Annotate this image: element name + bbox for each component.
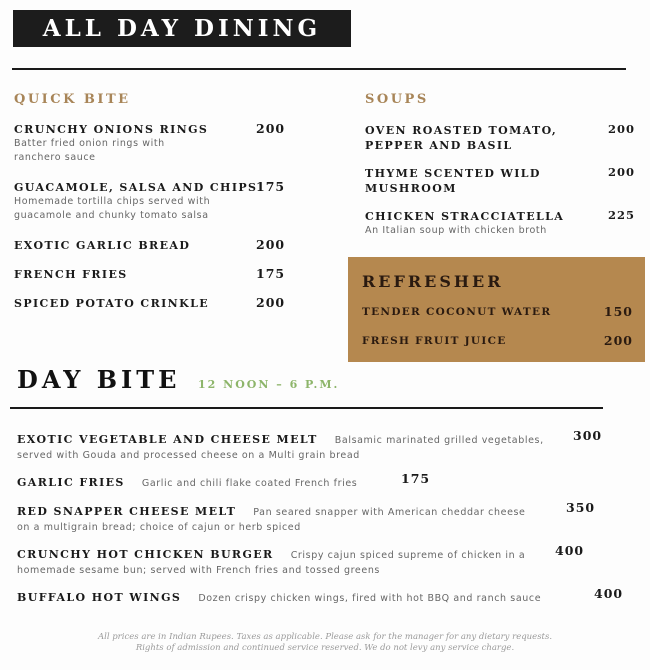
item-price: 175 [401, 471, 431, 486]
item-name: CRUNCHY ONIONS RINGS [14, 123, 209, 136]
item-description: ranchero sauce [14, 152, 96, 163]
day-bite-divider [10, 407, 603, 409]
item-price: 200 [603, 333, 633, 348]
item-description: served with Gouda and processed cheese on a Multi grain bread [17, 450, 360, 461]
item-description: Homemade tortilla chips served with [14, 196, 211, 207]
item-name: TENDER COCONUT WATER [362, 306, 552, 318]
item-description: on a multigrain bread; choice of cajun or herb spiced [17, 522, 301, 533]
item-name: EXOTIC VEGETABLE AND CHEESE MELT [17, 433, 318, 446]
item-description: Crispy cajun spiced supreme of chicken in a [290, 550, 526, 561]
menu-item [365, 123, 557, 153]
item-description: Balsamic marinated grilled vegetables, [334, 435, 544, 446]
footer-line: All prices are in Indian Rupees. Taxes as applicable. Please ask for the manager for any dietary requests. [97, 632, 553, 642]
item-name: EXOTIC GARLIC BREAD [14, 239, 191, 252]
menu-item [17, 430, 617, 463]
item-price: 200 [256, 295, 286, 310]
item-name: OVEN ROASTED TOMATO, [365, 124, 558, 137]
item-price: 350 [566, 500, 596, 515]
item-name: FRESH FRUIT JUICE [362, 335, 507, 347]
menu-item [365, 166, 541, 196]
menu-item [17, 588, 617, 606]
menu-item [365, 209, 564, 238]
footer-note [0, 632, 650, 654]
item-name: PEPPER AND BASIL [365, 139, 513, 152]
item-price: 225 [608, 208, 636, 222]
menu-item [14, 296, 209, 311]
menu-title: ALL DAY DINING [13, 10, 351, 47]
soups-title: SOUPS [365, 92, 429, 107]
item-price: 200 [608, 165, 636, 179]
item-name: MUSHROOM [365, 182, 457, 195]
item-name: FRENCH FRIES [14, 268, 128, 281]
item-description: An Italian soup with chicken broth [365, 225, 547, 236]
quick-bite-title: QUICK BITE [14, 92, 131, 107]
top-divider [12, 68, 626, 70]
item-price: 200 [608, 122, 636, 136]
item-description: Pan seared snapper with American cheddar cheese [253, 507, 526, 518]
menu-item [14, 238, 190, 253]
item-name: GARLIC FRIES [17, 476, 125, 489]
item-name: CRUNCHY HOT CHICKEN BURGER [17, 548, 274, 561]
item-price: 400 [555, 543, 585, 558]
item-name: THYME SCENTED WILD [365, 167, 541, 180]
item-name: SPICED POTATO CRINKLE [14, 297, 210, 310]
item-price: 300 [573, 428, 603, 443]
footer-line: Rights of admission and continued service reserved. We do not levy any service charge. [135, 643, 515, 653]
item-price: 200 [256, 237, 286, 252]
item-price: 175 [256, 179, 286, 194]
item-description: Batter fried onion rings with [14, 138, 165, 149]
refresher-panel [348, 257, 645, 362]
menu-item [17, 473, 617, 491]
day-bite-title: DAY BITE [17, 365, 181, 394]
item-name: CHICKEN STRACCIATELLA [365, 210, 565, 223]
item-price: 200 [256, 121, 286, 136]
menu-item [17, 502, 617, 535]
item-price: 175 [256, 266, 286, 281]
item-name: BUFFALO HOT WINGS [17, 591, 182, 604]
refresher-title: REFRESHER [362, 272, 504, 291]
menu-item [14, 122, 286, 165]
item-name: RED SNAPPER CHEESE MELT [17, 505, 237, 518]
menu-item [17, 545, 617, 578]
item-name: GUACAMOLE, SALSA AND CHIPS [14, 181, 258, 194]
item-price: 400 [594, 586, 624, 601]
menu-item [14, 180, 286, 223]
item-description: Dozen crispy chicken wings, fired with hot BBQ and ranch sauce [198, 593, 542, 604]
menu-item [14, 267, 128, 282]
item-price: 150 [603, 304, 633, 319]
day-bite-hours: 12 NOON – 6 P.M. [198, 378, 340, 391]
item-description: Garlic and chili flake coated French fries [141, 478, 358, 489]
item-description: guacamole and chunky tomato salsa [14, 210, 209, 221]
item-description: homemade sesame bun; served with French fries and tossed greens [17, 565, 380, 576]
